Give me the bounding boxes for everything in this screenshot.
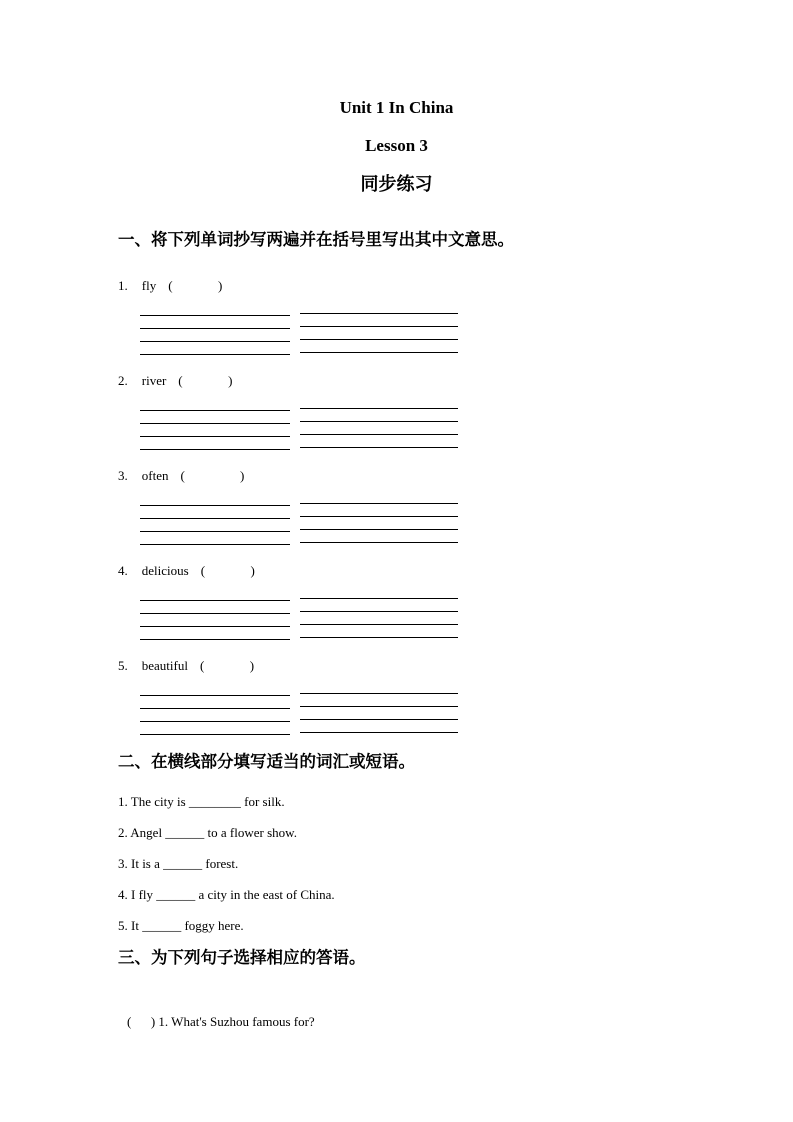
writing-line bbox=[140, 544, 290, 545]
writing-line bbox=[300, 352, 458, 353]
writing-line bbox=[140, 505, 290, 506]
writing-line bbox=[300, 624, 458, 625]
copy-column bbox=[140, 410, 290, 450]
writing-line bbox=[140, 708, 290, 709]
writing-line bbox=[300, 706, 458, 707]
writing-line bbox=[140, 436, 290, 437]
copy-column bbox=[140, 695, 290, 735]
copy-column bbox=[300, 598, 458, 640]
writing-line bbox=[140, 639, 290, 640]
item-bracket: ( ) bbox=[199, 658, 255, 673]
writing-line bbox=[300, 529, 458, 530]
writing-line bbox=[300, 542, 458, 543]
writing-line bbox=[140, 600, 290, 601]
writing-line bbox=[140, 423, 290, 424]
fill-sentence: 5. It ______ foggy here. bbox=[118, 918, 244, 933]
word-item bbox=[118, 372, 675, 450]
item-bracket: ( ) bbox=[168, 278, 223, 293]
writing-line bbox=[140, 354, 290, 355]
writing-line bbox=[140, 721, 290, 722]
writing-line bbox=[300, 693, 458, 694]
writing-line bbox=[140, 531, 290, 532]
item-number: 4. bbox=[118, 563, 128, 578]
copy-lines bbox=[140, 695, 675, 735]
fill-sentence: 3. It is a ______ forest. bbox=[118, 856, 239, 871]
writing-line bbox=[140, 449, 290, 450]
writing-line bbox=[300, 637, 458, 638]
writing-line bbox=[140, 734, 290, 735]
copy-column bbox=[300, 408, 458, 450]
copy-column bbox=[140, 600, 290, 640]
copy-lines bbox=[140, 315, 675, 355]
word-label-row bbox=[118, 657, 675, 675]
writing-line bbox=[140, 328, 290, 329]
item-number: 5. bbox=[118, 658, 128, 673]
item-number: 3. bbox=[118, 468, 128, 483]
word-item bbox=[118, 277, 675, 355]
section-one-heading: 一、将下列单词抄写两遍并在括号里写出其中文意思。 bbox=[118, 230, 514, 249]
choice-question: ( ) 1. What's Suzhou famous for? bbox=[127, 1014, 315, 1029]
item-word: beautiful bbox=[141, 658, 188, 673]
section-three-heading: 三、为下列句子选择相应的答语。 bbox=[118, 948, 366, 967]
writing-line bbox=[300, 313, 458, 314]
copy-column bbox=[140, 315, 290, 355]
writing-line bbox=[300, 434, 458, 435]
title-lesson: Lesson 3 bbox=[365, 136, 428, 155]
word-item bbox=[118, 657, 675, 735]
word-item bbox=[118, 467, 675, 545]
writing-line bbox=[140, 695, 290, 696]
item-number: 1. bbox=[118, 278, 128, 293]
word-label-row bbox=[118, 562, 675, 580]
word-item bbox=[118, 562, 675, 640]
copy-column bbox=[140, 505, 290, 545]
item-bracket: ( ) bbox=[200, 563, 255, 578]
writing-line bbox=[300, 326, 458, 327]
copy-lines bbox=[140, 600, 675, 640]
writing-line bbox=[300, 732, 458, 733]
word-label-row bbox=[118, 467, 675, 485]
item-bracket: ( ) bbox=[178, 373, 233, 388]
fill-sentence: 2. Angel ______ to a flower show. bbox=[118, 825, 297, 840]
item-bracket: ( ) bbox=[180, 468, 245, 483]
word-label-row bbox=[118, 277, 675, 295]
writing-line bbox=[300, 339, 458, 340]
item-number: 2. bbox=[118, 373, 128, 388]
writing-line bbox=[300, 516, 458, 517]
title-exercise: 同步练习 bbox=[360, 174, 433, 194]
section-two-heading: 二、在横线部分填写适当的词汇或短语。 bbox=[118, 752, 415, 771]
item-word: fly bbox=[141, 278, 157, 293]
writing-line bbox=[140, 613, 290, 614]
writing-line bbox=[140, 315, 290, 316]
writing-line bbox=[300, 421, 458, 422]
writing-line bbox=[140, 410, 290, 411]
title-unit: Unit 1 In China bbox=[339, 98, 454, 117]
copy-lines bbox=[140, 505, 675, 545]
fill-sentence: 4. I fly ______ a city in the east of China. bbox=[118, 887, 335, 902]
writing-line bbox=[140, 518, 290, 519]
writing-line bbox=[300, 408, 458, 409]
writing-line bbox=[300, 598, 458, 599]
writing-line bbox=[300, 503, 458, 504]
writing-line bbox=[140, 626, 290, 627]
word-label-row bbox=[118, 372, 675, 390]
writing-line bbox=[300, 611, 458, 612]
item-word: river bbox=[141, 373, 167, 388]
writing-line bbox=[140, 341, 290, 342]
item-word: often bbox=[141, 468, 169, 483]
copy-lines bbox=[140, 410, 675, 450]
copy-column bbox=[300, 693, 458, 735]
writing-line bbox=[300, 719, 458, 720]
copy-column bbox=[300, 503, 458, 545]
item-word: delicious bbox=[141, 563, 189, 578]
copy-column bbox=[300, 313, 458, 355]
writing-line bbox=[300, 447, 458, 448]
fill-sentence: 1. The city is ________ for silk. bbox=[118, 794, 285, 809]
